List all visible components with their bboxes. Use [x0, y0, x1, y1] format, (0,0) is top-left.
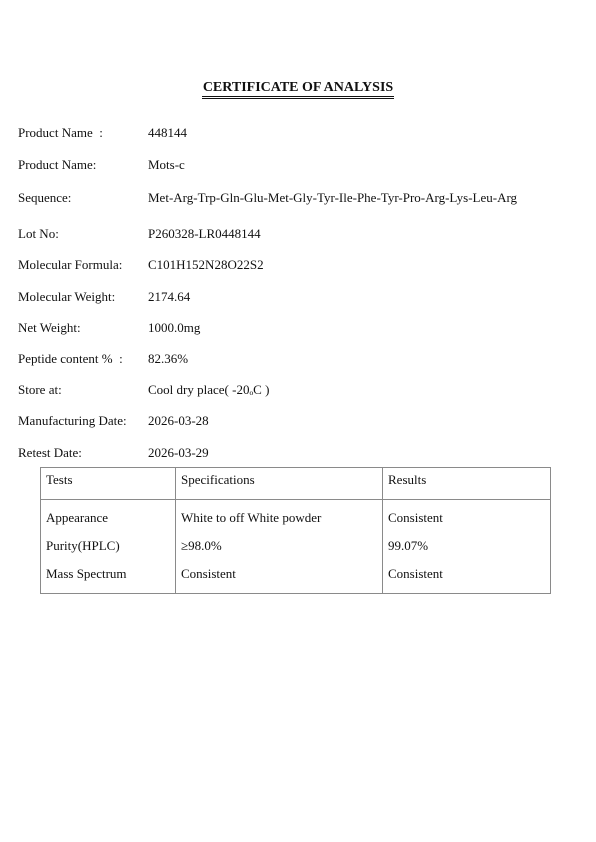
table-body-row	[41, 500, 551, 594]
table-cell: White to off White powder	[181, 510, 322, 525]
field-label: Net Weight:	[18, 320, 81, 335]
field-value: Mots-c	[148, 157, 185, 172]
table-cell: Purity(HPLC)	[46, 538, 120, 553]
table-cell: 99.07%	[388, 538, 429, 553]
field-label: Molecular Formula:	[18, 257, 123, 272]
field-label: Retest Date:	[18, 445, 82, 460]
field-value: 82.36%	[148, 351, 189, 366]
table-cell: Consistent	[388, 510, 443, 525]
tests-cell	[41, 500, 176, 594]
field-value: Met-Arg-Trp-Gln-Glu-Met-Gly-Tyr-Ile-Phe-Tyr-Pro-Arg-Lys-Leu-Arg	[148, 190, 518, 205]
field-value: Cool dry place( -20ₒC )	[148, 382, 270, 397]
field-value: 2174.64	[148, 289, 191, 304]
field-value: 2026-03-29	[148, 445, 209, 460]
field-value: 1000.0mg	[148, 320, 201, 335]
field-value: C101H152N28O22S2	[148, 257, 264, 272]
table-cell: ≥98.0%	[181, 538, 222, 553]
field-label: Manufacturing Date:	[18, 413, 127, 428]
column-header-results: Results	[383, 468, 551, 500]
field-label: Store at:	[18, 382, 62, 397]
field-label: Sequence:	[18, 190, 72, 205]
field-value: 2026-03-28	[148, 413, 209, 428]
field-label: Molecular Weight:	[18, 289, 116, 304]
document-title: CERTIFICATE OF ANALYSIS	[0, 79, 596, 99]
field-value: P260328-LR0448144	[148, 226, 261, 241]
results-cell	[383, 500, 551, 594]
column-header-specifications: Specifications	[176, 468, 383, 500]
test-results-table	[40, 467, 551, 594]
table-cell: Mass Spectrum	[46, 566, 127, 581]
table-header-row	[41, 468, 551, 500]
field-label: Product Name :	[18, 125, 103, 140]
field-label: Product Name:	[18, 157, 97, 172]
specifications-cell	[176, 500, 383, 594]
table-cell: Appearance	[46, 510, 109, 525]
table-cell: Consistent	[388, 566, 443, 581]
table-cell: Consistent	[181, 566, 236, 581]
column-header-tests: Tests	[41, 468, 176, 500]
field-label: Lot No:	[18, 226, 59, 241]
field-label: Peptide content % :	[18, 351, 123, 366]
field-value: 448144	[148, 125, 187, 140]
